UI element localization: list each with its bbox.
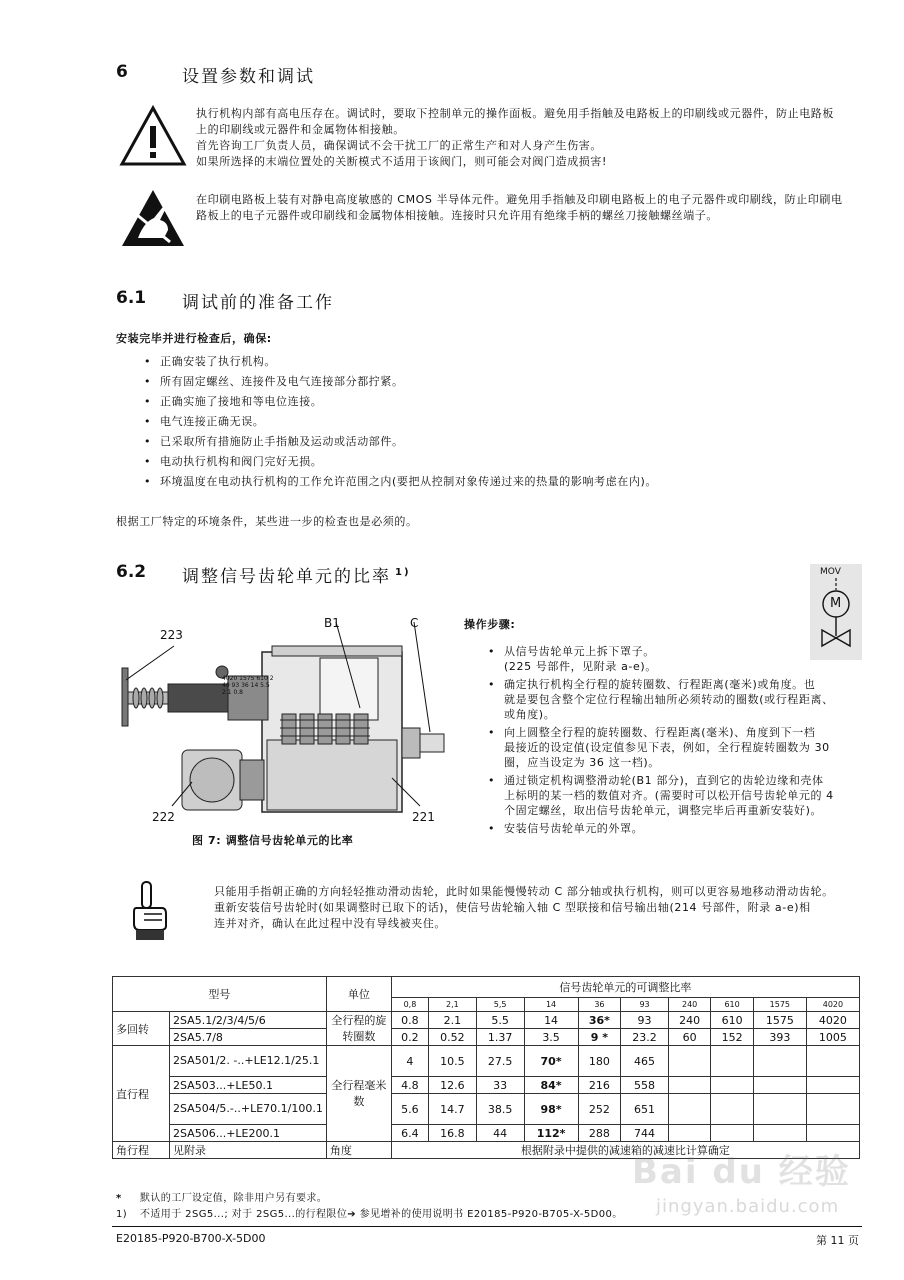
steps-title: 操作步骤: [464, 618, 516, 631]
ratio-header-cell: 5,5 [476, 997, 524, 1011]
section-title: 调试前的准备工作 [182, 293, 334, 313]
footer-page-number: 第 11 页 [816, 1234, 859, 1247]
table-header-unit: 单位 [326, 977, 391, 1012]
hint-text: 只能用手指朝正确的方向轻轻推动滑动齿轮，此时如果能慢慢转动 C 部分轴或执行机构，则可以更容易地移动滑动齿轮。 重新安装信号齿轮时(如果调整时已取下的话)，使信号齿轮输入轴 C 型联接和信号输出轴(214 号部件，附录 a-e)相 连并对齐，确认在此过程中没有导线被夹住。 [214, 885, 834, 930]
ratio-header-cell: 2,1 [429, 997, 477, 1011]
ratio-header-cell: 36 [578, 997, 621, 1011]
watermark-logo: Bai du 经验 [632, 1152, 851, 1192]
list-item: • 环境温度在电动执行机构的工作允许范围之内(要把从控制对象传递过来的热量的影响考虑在内)。 [144, 472, 864, 492]
list-item: • 所有固定螺丝、连接件及电气连接部分都拧紧。 [144, 372, 864, 392]
list-item: • 安装信号齿轮单元的外罩。 [488, 821, 868, 836]
list-item: • 已采取所有措施防止手指触及运动或活动部件。 [144, 432, 864, 452]
mov-label: MOV [820, 567, 841, 577]
checklist [144, 352, 864, 492]
figure-label-b1: B1 [324, 616, 340, 630]
table-header-ratio: 信号齿轮单元的可调整比率 [391, 977, 859, 998]
figure-caption: 图 7: 调整信号齿轮单元的比率 [192, 834, 354, 847]
checklist-lead: 安装完毕并进行检查后，确保: [116, 332, 272, 345]
esd-warning-icon [118, 186, 188, 250]
table-row: 多回转 2SA5.1/2/3/4/5/6 全行程的旋转圈数 0.8 2.1 5.5 14 36* 93 240 610 1575 4020 [113, 1012, 860, 1029]
warning-text-high-voltage: 执行机构内部有高电压存在。调试时，要取下控制单元的操作面板。避免用手指触及电路板上的印刷线或元器件，防止电路板 上的印刷线或元器件和金属物体相接触。 首先咨询工厂负责人员，确保调试不会干扰工厂的正常生产和对人身产生伤害。 如果所选择的末端位置处的关断模式不适用于该阀门，则可能会对阀门造成损害! [196, 107, 834, 168]
warning-text-esd: 在印刷电路板上装有对静电高度敏感的 CMOS 半导体元件。避免用手指触及印刷电路板上的电子元器件或印刷线，防止印刷电 路板上的电子元器件或印刷线和金属物体相接触。连接时只允许用有绝缘手柄的螺丝刀接触螺丝端子。 [196, 193, 843, 222]
ratio-header-cell: 240 [668, 997, 710, 1011]
table-row: 角行程 见附录 角度 根据附录中提供的减速箱的减速比计算确定 [113, 1142, 860, 1159]
list-item: • 向上圆整全行程的旋转圈数、行程距离(毫米)、角度到下一档 最接近的设定值(设定值参见下表，例如，全行程旋转圈数为 30 圈，应当设定为 36 这一档)。 [488, 725, 868, 770]
list-item: • 从信号齿轮单元上拆下罩子。 (225 号部件，见附录 a-e)。 [488, 644, 868, 674]
gear-ratio-table [112, 976, 860, 1159]
steps-list [488, 644, 868, 839]
list-item: • 确定执行机构全行程的旋转圈数、行程距离(毫米)或角度。也 就是要包含整个定位行程输出轴所必须转动的圈数(或行程距离、 或角度)。 [488, 677, 868, 722]
section-title: 设置参数和调试 [182, 67, 315, 87]
table-row: 直行程 2SA501/2. -..+LE12.1/25.1 全行程毫米数 4 10.5 27.5 70* 180 465 [113, 1046, 860, 1077]
table-row: 2SA5.7/8 0.2 0.52 1.37 3.5 9 * 23.2 60 152 393 1005 [113, 1029, 860, 1046]
table-row: 2SA503...+LE50.1 4.8 12.6 33 84* 216 558 [113, 1077, 860, 1094]
list-item: • 电动执行机构和阀门完好无损。 [144, 452, 864, 472]
footer-divider [112, 1226, 862, 1227]
section-title: 调整信号齿轮单元的比率 $^{1)}$ [182, 567, 411, 587]
ratio-header-cell: 93 [621, 997, 669, 1011]
ratio-header-cell: 610 [711, 997, 753, 1011]
list-item: • 通过锁定机构调整滑动轮(B1 部分)，直到它的齿轮边缘和壳体 上标明的某一档的数值对齐。(需要时可以松开信号齿轮单元的 4 个固定螺丝，取出信号齿轮单元，调整完毕后再重新安装好)。 [488, 773, 868, 818]
section-number: 6 [116, 62, 128, 82]
warning-triangle-icon [118, 104, 188, 168]
watermark-url: jingyan.baidu.com [656, 1196, 840, 1217]
table-row: 2SA504/5.-..+LE70.1/100.1 5.6 14.7 38.5 98* 252 651 [113, 1094, 860, 1125]
motor-label: M [830, 596, 842, 611]
table-row: 2SA506...+LE200.1 6.4 16.8 44 112* 288 744 [113, 1125, 860, 1142]
list-item: • 电气连接正确无误。 [144, 412, 864, 432]
signal-gear-unit-drawing [112, 610, 462, 832]
figure-label-223: 223 [160, 628, 183, 642]
figure-label-c: C [410, 616, 419, 630]
footer-doc-id: E20185-P920-B700-X-5D00 [116, 1232, 266, 1245]
ratio-header-cell: 0,8 [391, 997, 428, 1011]
footnote: * 默认的工厂设定值，除非用户另有要求。 [116, 1193, 328, 1204]
ratio-header-cell: 14 [524, 997, 578, 1011]
pointing-hand-icon [126, 880, 174, 944]
ratio-header-cell: 4020 [806, 997, 859, 1011]
checklist-note: 根据工厂特定的环境条件，某些进一步的检查也是必须的。 [116, 515, 418, 528]
list-item: • 正确安装了执行机构。 [144, 352, 864, 372]
figure-label-222: 222 [152, 810, 175, 824]
footnote: 1) 不适用于 2SG5...; 对于 2SG5...的行程限位➔ 参见增补的使用说明书 E20185-P920-B705-X-5D00。 [116, 1209, 623, 1220]
figure-label-221: 221 [412, 810, 435, 824]
list-item: • 正确实施了接地和等电位连接。 [144, 392, 864, 412]
section-number: 6.1 [116, 288, 147, 308]
table-header-type: 型号 [113, 977, 327, 1012]
gear-ratio-dial-text: 4020 1575 610 240 93 36 14 5.5 2.1 0.8 [222, 675, 274, 696]
ratio-header-cell: 1575 [753, 997, 806, 1011]
section-number: 6.2 [116, 562, 147, 582]
